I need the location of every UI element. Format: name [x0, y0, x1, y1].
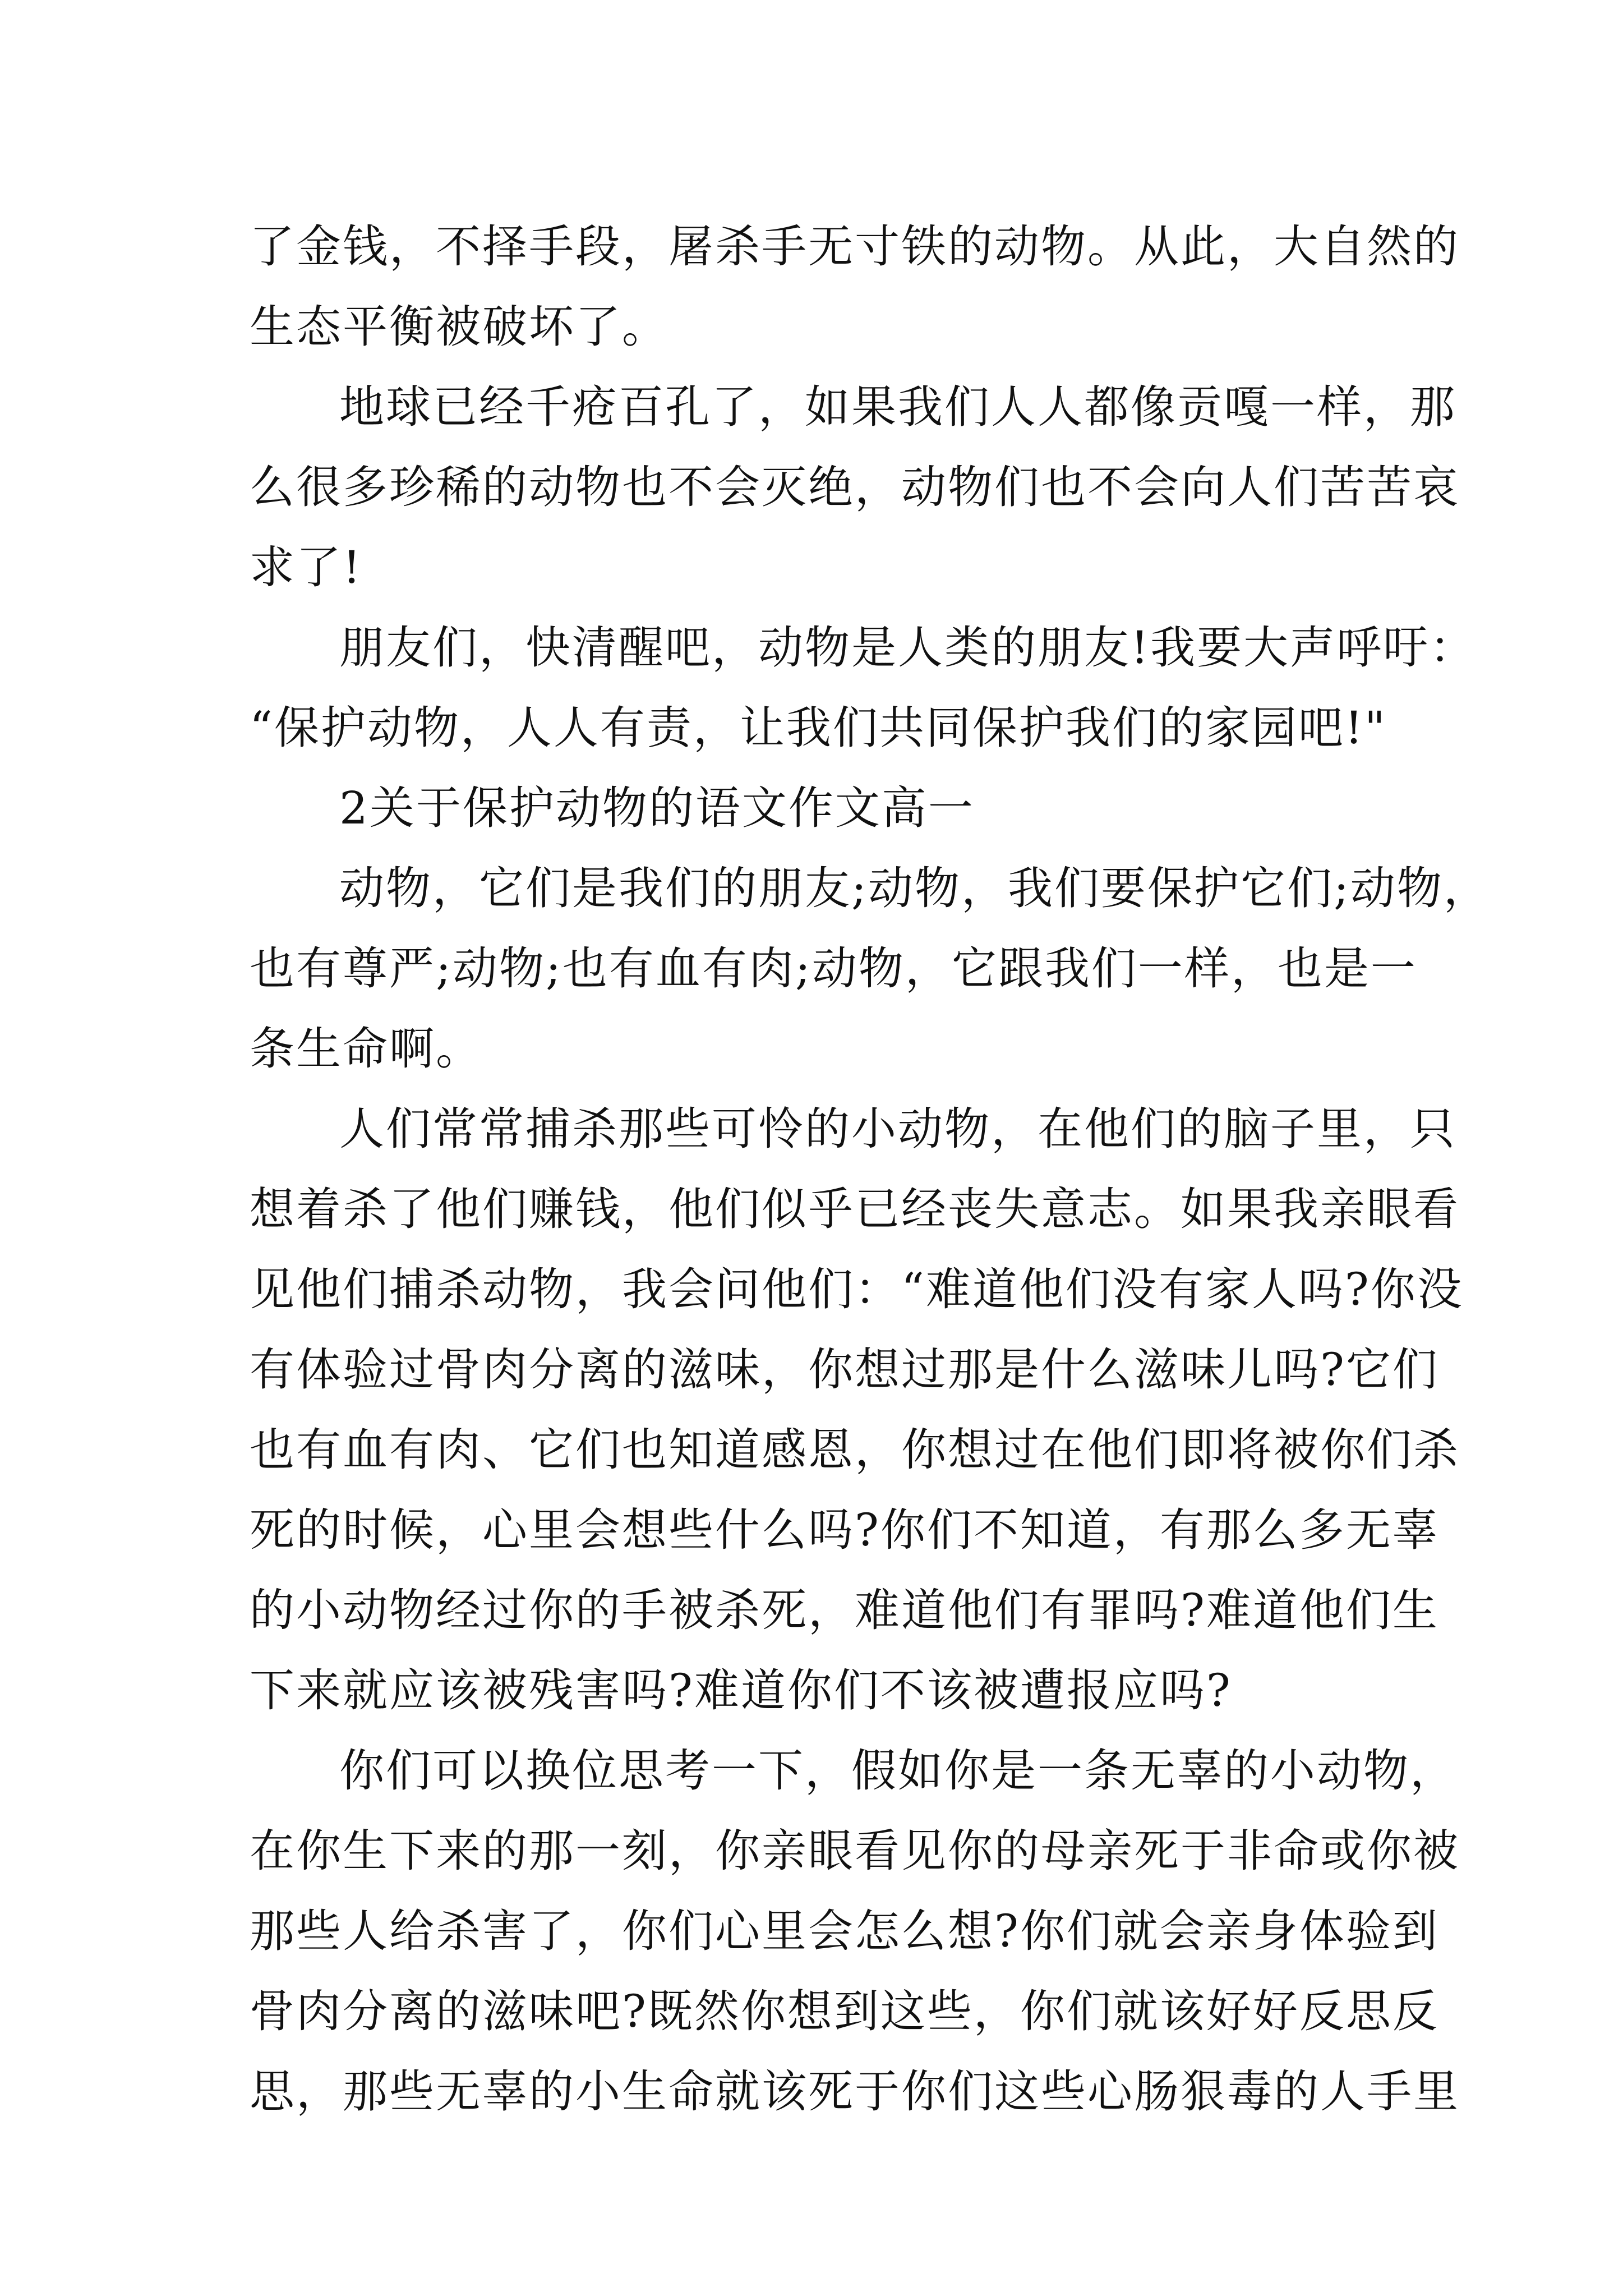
document-body	[250, 206, 1490, 2132]
text-line: 条生命啊。	[250, 1023, 482, 1075]
text-line: 那些人给杀害了，你们心里会怎么想?你们就会亲身体验到	[250, 1905, 1439, 1957]
paragraph-empathy	[250, 1731, 1460, 2132]
text-line: 的小动物经过你的手被杀死，难道他们有罪吗?难道他们生	[250, 1584, 1439, 1636]
text-line: 下来就应该被残害吗?难道你们不该被遭报应吗?	[250, 1664, 1232, 1717]
paragraph-continued	[250, 206, 1460, 367]
paragraph-hunting	[250, 1089, 1464, 1731]
text-line: 生态平衡被破坏了。	[250, 301, 668, 353]
text-line: 思，那些无辜的小生命就该死于你们这些心肠狠毒的人手里	[250, 2065, 1460, 2118]
text-line: 想着杀了他们赚钱，他们似乎已经丧失意志。如果我亲眼看	[250, 1183, 1460, 1235]
text-line: 在你生下来的那一刻，你亲眼看见你的母亲死于非命或你被	[250, 1825, 1460, 1877]
text-line: 人们常常捕杀那些可怜的小动物，在他们的脑子里，只	[339, 1103, 1456, 1155]
text-line: 你们可以换位思考一下，假如你是一条无辜的小动物，	[339, 1745, 1456, 1797]
text-line: “保护动物，人人有责，让我们共同保护我们的家园吧!"	[250, 702, 1387, 754]
paragraph-animals	[250, 848, 1490, 1089]
text-line: 见他们捕杀动物，我会问他们：“难道他们没有家人吗?你没	[250, 1263, 1464, 1315]
section-heading	[250, 768, 1438, 848]
text-line: 有体验过骨肉分离的滋味，你想过那是什么滋味儿吗?它们	[250, 1343, 1439, 1396]
text-line: 动物，它们是我们的朋友;动物，我们要保护它们;动物，	[339, 862, 1490, 914]
text-line: 也有血有肉、它们也知道感恩，你想过在他们即将被你们杀	[250, 1424, 1460, 1476]
text-line: 么很多珍稀的动物也不会灭绝，动物们也不会向人们苦苦哀	[250, 461, 1460, 513]
paragraph-friends	[250, 608, 1477, 768]
text-line: 了金钱，不择手段，屠杀手无寸铁的动物。从此，大自然的	[250, 220, 1460, 273]
text-line: 骨肉分离的滋味吧?既然你想到这些，你们就该好好反思反	[250, 1985, 1439, 2037]
text-line: 求了!	[250, 541, 363, 593]
text-line: 也有尊严;动物;也有血有肉;动物，它跟我们一样，也是一	[250, 942, 1417, 995]
heading-text: 2关于保护动物的语文作文高一	[339, 782, 975, 834]
text-line: 死的时候，心里会想些什么吗?你们不知道，有那么多无辜	[250, 1504, 1439, 1556]
text-line: 地球已经千疮百孔了，如果我们人人都像贡嘎一样，那	[339, 381, 1456, 433]
text-line: 朋友们，快清醒吧，动物是人类的朋友!我要大声呼吁：	[339, 622, 1477, 674]
paragraph-earth	[250, 367, 1460, 608]
